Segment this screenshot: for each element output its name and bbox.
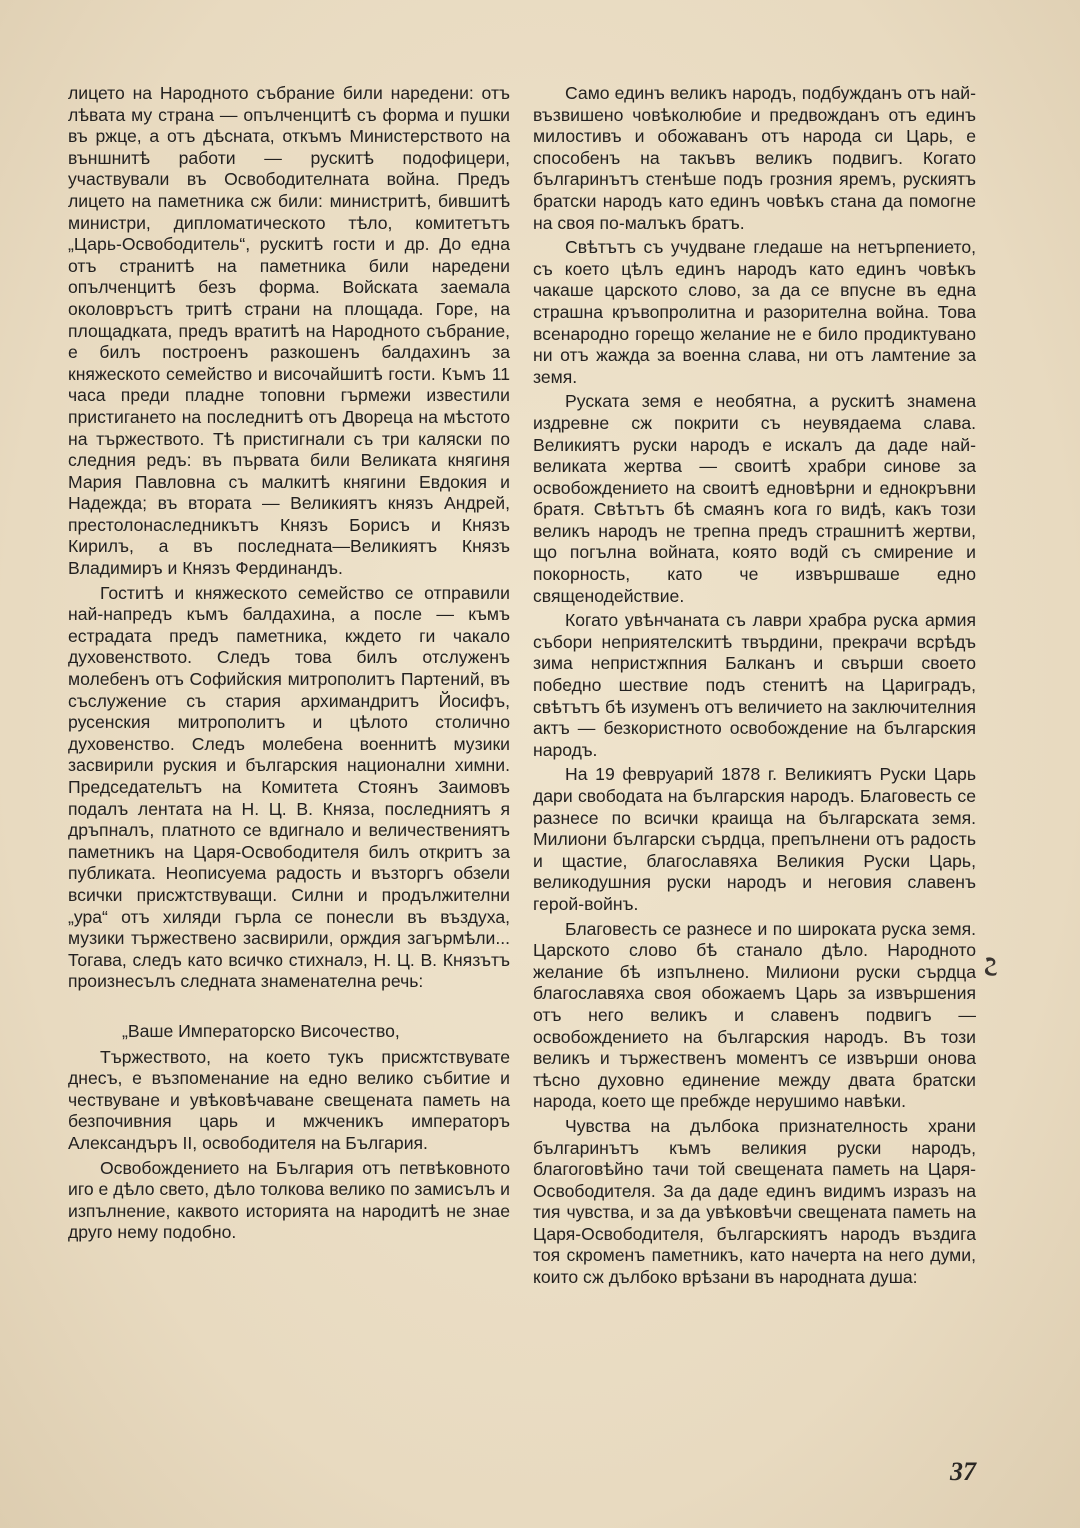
paragraph: Само единъ великъ народъ, подбужданъ отъ най-възвишено човѣколюбие и предвожданъ отъ единъ милостивъ и обожаванъ отъ народа си Царь, е способенъ на такъвъ великъ подвигъ. Когато българинътъ стенѣше подъ грозния яремъ, рускиятъ братски народъ като единъ човѣкъ стана да помогне на своя по-малъкъ братъ.	[533, 83, 976, 233]
paragraph: Свѣтътъ съ учудване гледаше на нетърпението, съ което цѣлъ единъ народъ като единъ човѣкъ чакаше царското слово, за да се впусне въ една страшна кръвопролитна и разорителна война. Това всенародно горещо желание не е било продиктувано ни отъ жажда за военна слава, ни отъ ламтение за земя.	[533, 237, 976, 387]
page-number: 37	[950, 1457, 976, 1486]
paragraph: лицето на Народното събрание били наредени: отъ лѣвата му страна — опълченцитѣ съ форма и пушки въ ржце, а отъ дѣсната, откъмъ Министерството на външнитѣ работи — рускитѣ подофицери, участвували въ Освободителната война. Предъ лицето на паметника сж били: министритѣ, бившитѣ министри, дипломатическото тѣло, комитетътъ „Царь-Освободитель“, рускитѣ гости и др. До една отъ странитѣ на паметника били наредени опълченцитѣ безъ форма. Войската заемала околовръстъ тритѣ страни на площада. Горе, на площадката, предъ вратитѣ на Народното събрание, е билъ построенъ разкошенъ балдахинъ за княжеското семейство и височайшитѣ гости. Къмъ 11 часа преди пладне топовни гърмежи известили пристигането на последнитѣ отъ Двореца на мѣстото на тържеството. Тѣ пристигнали съ три каляски по следния редъ: въ първата били Великата княгиня Мария Павловна съ малкитѣ княгини Евдокия и Надежда; въ втората — Великиятъ князъ Андрей, престолонаследникътъ Князъ Борисъ и Князъ Кирилъ, а въ последната—Великиятъ Князъ Владимиръ и Князъ Фердинандъ.	[68, 83, 510, 579]
paragraph: Чувства на дълбока признателность храни българинътъ къмъ великия руски народъ, благоговѣйно тачи той свещената паметь на Царя-Освободителя. За да даде единъ видимъ изразъ на тия чувства, и за да увѣковѣчи свещената паметь на Царя-Освободителя, българскиятъ народъ въздига тоя скроменъ паметникъ, като начерта на него думи, които сж дълбоко врѣзани въ народната душа:	[533, 1115, 976, 1288]
paragraph: Тържеството, на което тукъ присжтствувате днесъ, е възпоменание на едно велико събитие и чествуване и увѣковѣчаване свещената паметь на безпочивния царь и мжченикъ императоръ Александъръ II, освободителя на България.	[68, 1046, 510, 1153]
speech-address: „Ваше Императорско Височество,	[122, 1020, 400, 1041]
left-column	[68, 83, 510, 1244]
paragraph: Гоститѣ и княжеското семейство се отправили най-напредъ къмъ балдахина, а после — къмъ естрадата предъ паметника, кждето ги чакало духовенството. Следъ това билъ отслуженъ молебенъ отъ Софийския митрополитъ Партений, въ съслужение съ стария архимандритъ Йосифъ, русенския митрополитъ и цѣлото столично духовенство. Следъ молебена военнитѣ музики засвирили руския и българския национални химни. Председательтъ на Комитета Стоянъ Заимовъ подалъ лентата на Н. Ц. В. Княза, последниятъ я дръпналъ, платното се вдигнало и величествениятъ паметникъ на Царя-Освободителя билъ откритъ за публиката. Неописуема радость и възторгъ обзели всички присжтствуващи. Силни и продължителни „ура“ отъ хиляди гърла се понесли въ въздуха, музики тържествено засвирили, орждия загърмѣли... Тогава, следъ като всичко стихналэ, Н. Ц. В. Князътъ произнесълъ следната знаменателна речь:	[68, 582, 510, 992]
paragraph: Благовесть се разнесе и по широката руска земя. Царското слово бѣ станало дѣло. Народното желание бѣ изпълнено. Милиони руски сърдца благославяха своя обожаемъ Царь за извършения отъ него великъ и славенъ подвигъ — освобождението на българския народъ. Въ този великъ и тържественъ моментъ се извърши онова тѣсно духовно единение между двата братски народа, което ще пребжде нерушимо навѣки.	[533, 918, 976, 1112]
paragraph: На 19 февруарий 1878 г. Великиятъ Руски Царь дари свободата на българския народъ. Благовесть се разнесе по всички краища на българската земя. Милиони български сърдца, препълнени отъ радость и щастие, благославяха Великия Руски Царь, великодушния руски народъ и неговия славенъ герой-войнъ.	[533, 764, 976, 914]
paragraph: Руската земя е необятна, а рускитѣ знамена издревне сж покрити съ неувядаема слава. Великиятъ руски народъ е искалъ да даде най-великата жертва — своитѣ храбри синове за освобождението на своитѣ едновѣрни и еднокръвни братя. Свѣтътъ бѣ смаянъ кога го видѣ, какъ този великъ народъ не трепна предъ страшнитѣ жертви, що погълна войната, която водй съ смирение и покорность, като че извършваше едно священодействие.	[533, 391, 976, 606]
paragraph: Освобождението на България отъ петвѣковното иго е дѣло свето, дѣло толкова велико по замисълъ и изпълнение, каквото историята на народитѣ не знае друго нему подобно.	[68, 1157, 510, 1243]
margin-ink-mark-icon	[982, 955, 1000, 977]
right-column	[533, 83, 976, 1289]
paragraph: Когато увѣнчаната съ лаври храбра руска армия събори неприятелскитѣ твърдини, прекрачи всрѣдъ зима непристжпния Балканъ и свърши своето победно шествие подъ стенитѣ на Цариградъ, свѣтътъ бѣ изуменъ отъ величието на заключителния актъ — безкористното освобождение на българския народъ.	[533, 610, 976, 760]
